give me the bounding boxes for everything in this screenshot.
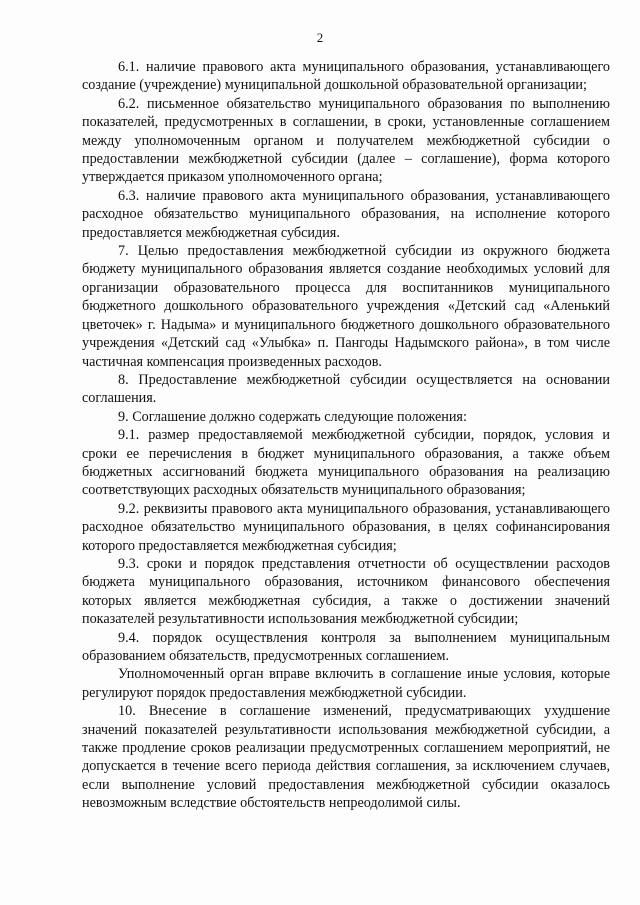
paragraph-9-3: 9.3. сроки и порядок представления отчетности об осуществлении расходов бюджета муниципального образования, источником финансового обеспечения которых является межбюджетная субсидия, а также о достижении значений показателей результативности использования межбюджетной субсидии; <box>82 555 610 628</box>
paragraph-10: 10. Внесение в соглашение изменений, предусматривающих ухудшение значений показателей результативности использования межбюджетной субсидии, а также продление сроков реализации предусмотренных соглашением мероприятий, не допускается в течение всего периода действия соглашения, за исключением случаев, если выполнение условий предоставления межбюджетной субсидии оказалось невозможным вследствие обстоятельств непреодолимой силы. <box>82 703 610 812</box>
paragraph-9-4: 9.4. порядок осуществления контроля за выполнением муниципальным образованием обязательств, предусмотренных соглашением. <box>82 629 610 664</box>
paragraph-6-2: 6.2. письменное обязательство муниципального образования по выполнению показателей, предусмотренных в соглашении, в сроки, установленные соглашением между уполномоченным органом и получателем межбюджетной субсидии о предоставлении межбюджетной субсидии (далее – соглашение), форма которого утверждается приказом уполномоченного органа; <box>82 95 610 186</box>
paragraph-7: 7. Целью предоставления межбюджетной субсидии из окружного бюджета бюджету муниципального образования является создание необходимых условий для организации образовательного процесса для воспитанников муниципального бюджетного дошкольного образовательного учреждения «Детский сад «Аленький цветочек» г. Надыма» и муниципального бюджетного дошкольного образовательного учреждения «Детский сад «Улыбка» п. Пангоды Надымского района», в том числе частичная компенсация произведенных расходов. <box>82 243 610 370</box>
paragraph-6-3: 6.3. наличие правового акта муниципального образования, устанавливающего расходное обязательство муниципального образования, на исполнение которого предоставляется межбюджетная субсидия. <box>82 187 610 241</box>
paragraph-authority-conditions: Уполномоченный орган вправе включить в соглашение иные условия, которые регулируют порядок предоставления межбюджетной субсидии. <box>82 666 610 701</box>
paragraph-9: 9. Соглашение должно содержать следующие положения: <box>118 408 467 425</box>
paragraph-9-2: 9.2. реквизиты правового акта муниципального образования, устанавливающего расходное обязательство муниципального образования, в целях софинансирования которого предоставляется межбюджетная субсидия; <box>82 500 610 554</box>
page-number: 2 <box>316 30 324 45</box>
paragraph-9-1: 9.1. размер предоставляемой межбюджетной субсидии, порядок, условия и сроки ее перечисления в бюджет муниципального образования, а также объем бюджетных ассигнований бюджета муниципального образования на реализацию соответствующих расходных обязательств муниципального образования; <box>82 427 610 499</box>
paragraph-8: 8. Предоставление межбюджетной субсидии осуществляется на основании соглашения. <box>82 371 610 407</box>
document-body <box>82 58 610 813</box>
paragraph-6-1: 6.1. наличие правового акта муниципального образования, устанавливающего создание (учреждение) муниципальной дошкольной образовательной организации; <box>82 59 610 94</box>
